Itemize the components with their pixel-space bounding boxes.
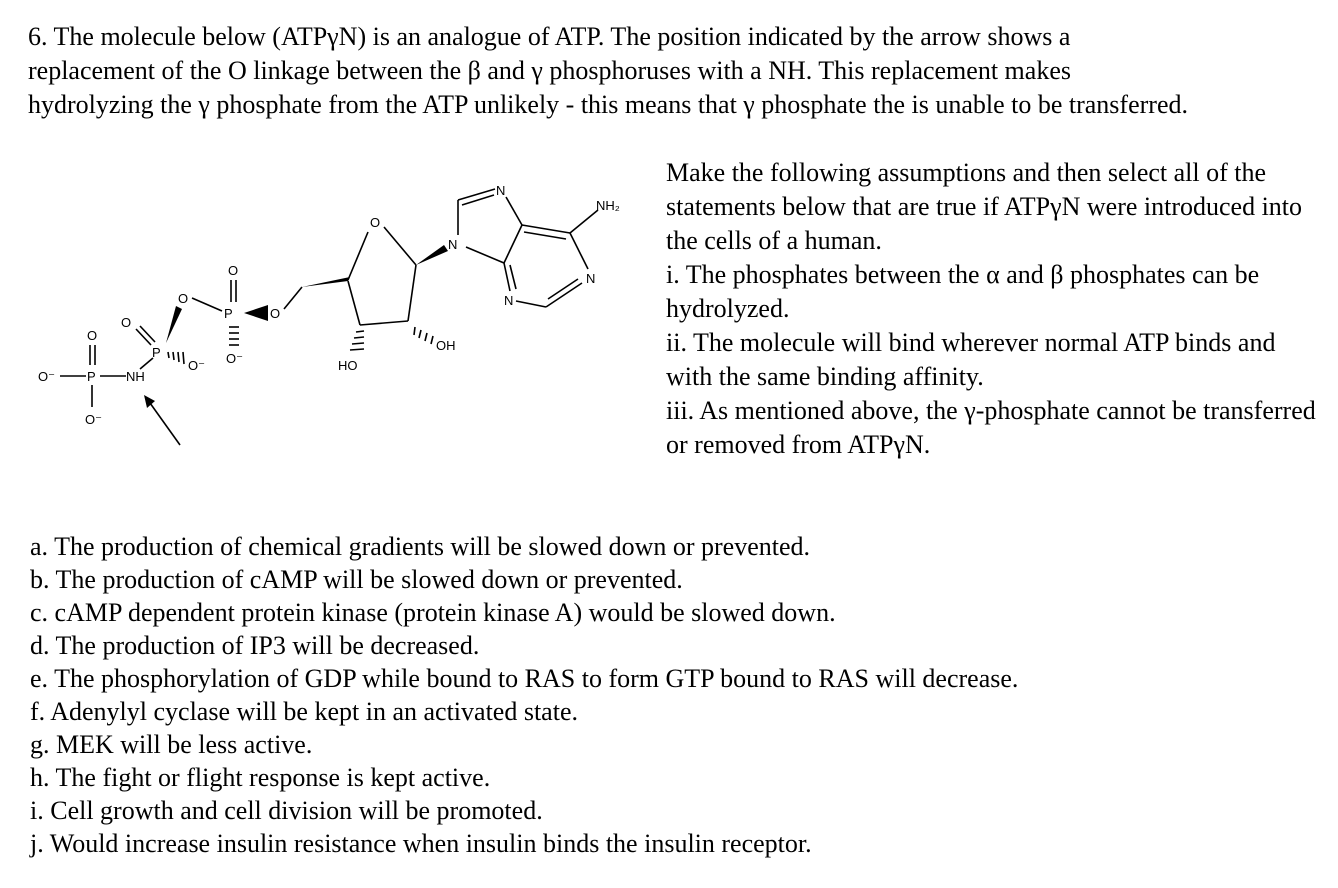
beta-phosphate: [121, 291, 222, 373]
assumption-ii: ii. The molecule will bind wherever normal ATP binds and with the same binding affinity.: [666, 328, 1276, 391]
hash-bond: [168, 352, 184, 364]
bond: [140, 326, 155, 342]
bond: [462, 195, 494, 205]
hash-bond: [229, 327, 239, 345]
arrow-head: [144, 395, 155, 408]
option-e: e. The phosphorylation of GDP while bound to RAS to form GTP bound to RAS will decrease.: [30, 664, 1019, 693]
bond: [360, 321, 408, 325]
label-o-ester: O: [270, 306, 281, 321]
option-a: a. The production of chemical gradients will be slowed down or prevented.: [30, 532, 811, 561]
label-n9: N: [448, 237, 458, 252]
label-o-top-gamma: O: [87, 328, 98, 343]
bond: [570, 233, 588, 269]
label-n7: N: [496, 183, 506, 198]
wedge-bond: [166, 306, 182, 343]
option-i: i. Cell growth and cell division will be promoted.: [30, 796, 543, 825]
intro-line-2: replacement of the O linkage between the β and γ phosphoruses with a NH. This replacement makes: [28, 56, 1071, 85]
label-o-alpha-top: O: [228, 263, 239, 278]
label-p-beta: P: [152, 345, 161, 360]
wedge-bond: [416, 245, 448, 265]
assumptions-instruction: Make the following assumptions and then select all of the statements below that are true if ATPγN were introduced into the cells of a human.: [666, 158, 1303, 255]
label-o-alpha-minus: O⁻: [226, 351, 243, 366]
question-intro: [28, 20, 1328, 122]
label-n3: N: [504, 293, 514, 308]
bond: [570, 210, 598, 233]
bond: [348, 232, 368, 280]
label-o-bottom-gamma: O⁻: [85, 412, 102, 427]
bond: [408, 265, 416, 321]
bond: [504, 263, 510, 291]
answer-options: [30, 530, 1320, 860]
bond: [284, 287, 302, 309]
option-f: f. Adenylyl cyclase will be kept in an activated state.: [30, 697, 578, 726]
ribose-ring: [302, 215, 456, 373]
label-o-beta-top: O: [121, 315, 132, 330]
label-o-beta-minus: O⁻: [188, 358, 205, 373]
wedge-bond: [302, 277, 350, 287]
label-p-alpha: P: [224, 306, 233, 321]
bond: [506, 197, 522, 225]
option-h: h. The fight or flight response is kept active.: [30, 763, 491, 792]
atp-gamma-n-structure: [30, 175, 650, 460]
label-p-gamma: P: [87, 369, 96, 384]
arrow-shaft: [150, 403, 180, 445]
label-o-ring: O: [370, 215, 381, 230]
bond: [384, 227, 416, 265]
hash-bond: [350, 331, 364, 350]
label-n1: N: [586, 271, 596, 286]
bond: [504, 225, 522, 263]
bond: [524, 232, 566, 239]
bond: [136, 329, 151, 345]
bond: [516, 301, 546, 307]
option-g: g. MEK will be less active.: [30, 730, 313, 759]
bond: [466, 247, 504, 263]
bond: [522, 225, 570, 233]
option-d: d. The production of IP3 will be decreased.: [30, 631, 480, 660]
option-b: b. The production of cAMP will be slowed down or prevented.: [30, 565, 683, 594]
bond: [458, 189, 495, 200]
bond: [348, 281, 360, 325]
nh-indicator-arrow: [144, 395, 180, 445]
bond: [192, 298, 222, 311]
label-oh: OH: [436, 338, 456, 353]
hash-bond: [414, 327, 433, 344]
label-ho: HO: [338, 358, 358, 373]
wedge-bond: [244, 305, 268, 321]
adenine-base: [448, 183, 620, 308]
bond: [510, 265, 516, 289]
label-o-bridge: O: [178, 291, 189, 306]
option-c: c. cAMP dependent protein kinase (protein kinase A) would be slowed down.: [30, 598, 836, 627]
label-nh2: NH₂: [596, 198, 620, 213]
option-j: j. Would increase insulin resistance when insulin binds the insulin receptor.: [30, 829, 812, 858]
label-o-minus-left: O⁻: [38, 369, 55, 384]
label-nh: NH: [126, 369, 145, 384]
bond: [546, 283, 582, 307]
assumption-iii: iii. As mentioned above, the γ-phosphate cannot be transferred or removed from ATPγN.: [666, 396, 1316, 459]
intro-line-1: 6. The molecule below (ATPγN) is an analogue of ATP. The position indicated by the arrow shows a: [28, 22, 1071, 51]
assumption-i: i. The phosphates between the α and β phosphates can be hydrolyzed.: [666, 260, 1260, 323]
gamma-phosphate: [38, 328, 145, 427]
intro-line-3: hydrolyzing the γ phosphate from the ATP unlikely - this means that γ phosphate the is unable to be transferred.: [28, 90, 1188, 119]
assumptions-panel: [666, 156, 1326, 462]
alpha-phosphate: [224, 263, 302, 366]
